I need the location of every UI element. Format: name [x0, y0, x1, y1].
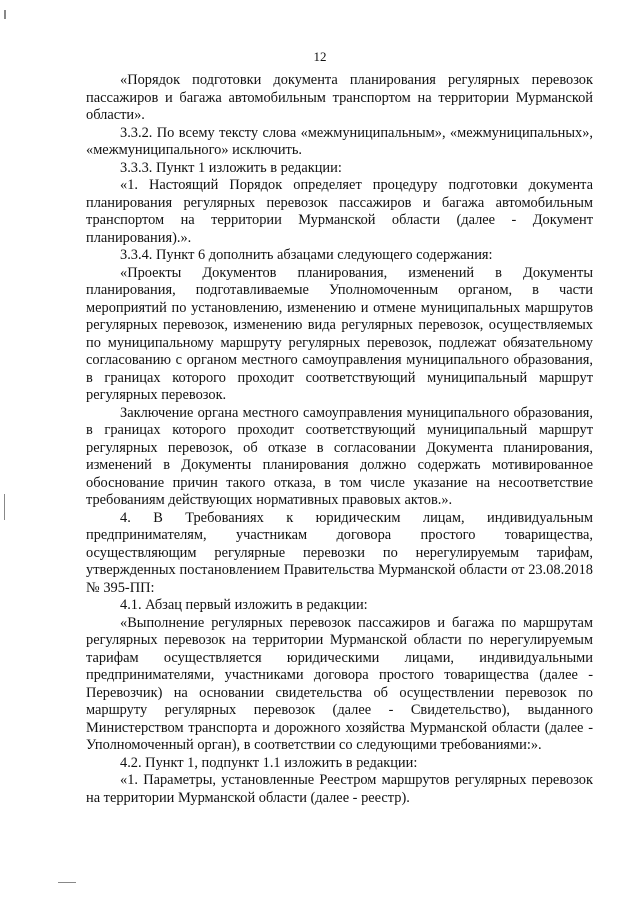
- paragraph-quoted-point-1: «1. Настоящий Порядок определяет процедуру подготовки документа планирования регулярных перевозок пассажиров и багажа автомобильным транспортом на территории Мурманской области (далее - Документ планирования).».: [86, 177, 593, 246]
- scan-artifact-bottom-left: [58, 882, 76, 883]
- paragraph-4-1: 4.1. Абзац первый изложить в редакции:: [120, 597, 368, 613]
- paragraph-3-3-2: 3.3.2. По всему тексту слова «межмуниципальным», «межмуниципальных», «межмуниципального» исключить.: [86, 124, 593, 158]
- document-body: [86, 72, 593, 807]
- paragraph-4: 4. В Требованиях к юридическим лицам, индивидуальным предпринимателям, участникам договора простого товарищества, осуществляющим регулярные перевозки по нерегулируемым тарифам, утвержденных постановлением Правительства Мурманской области от 23.08.2018 № 395-ПП:: [86, 509, 593, 596]
- paragraph-4-2: 4.2. Пункт 1, подпункт 1.1 изложить в редакции:: [120, 754, 418, 771]
- scan-artifact-top-left: [4, 10, 6, 19]
- paragraph-3-3-3: 3.3.3. Пункт 1 изложить в редакции:: [120, 159, 342, 176]
- paragraph-quoted-parameters: «1. Параметры, установленные Реестром маршрутов регулярных перевозок на территории Мурманской области (далее - реестр).: [86, 772, 593, 806]
- paragraph-quoted-order-title: «Порядок подготовки документа планирования регулярных перевозок пассажиров и багажа автомобильным транспортом на территории Мурманской области».: [86, 72, 593, 123]
- paragraph-quoted-requirements: «Выполнение регулярных перевозок пассажиров и багажа по маршрутам регулярных перевозок на территории Мурманской области по нерегулируемым тарифам осуществляется юридическими лицами, индивидуальными предпринимателями, участниками договора простого товарищества (далее - Перевозчик) на основании свидетельства об осуществлении перевозок по маршруту регулярных перевозок (далее - Свидетельство), выданного Министерством транспорта и дорожного хозяйства Мурманской области (далее - Уполномоченный орган), в соответствии со следующими требованиями:».: [86, 614, 593, 753]
- paragraph-3-3-4: 3.3.4. Пункт 6 дополнить абзацами следующего содержания:: [120, 247, 493, 263]
- paragraph-quoted-drafts: «Проекты Документов планирования, изменений в Документы планирования, подготавливаемые Уполномоченным органом, в части мероприятий по установлению, изменению и отмене муниципальных маршрутов регулярных перевозок, изменению вида регулярных перевозок, осуществляемых по муниципальному маршруту регулярных перевозок, подлежат обязательному согласованию с органом местного самоуправления муниципального образования, в границах которого проходит соответствующий муниципальный маршрут регулярных перевозок.: [86, 264, 593, 403]
- paragraph-conclusion: Заключение органа местного самоуправления муниципального образования, в границах которого проходит соответствующий муниципальный маршрут регулярных перевозок, об отказе в согласовании Документа планирования, изменений в Документы планирования должно содержать мотивированное обоснование причин такого отказа, в том числе указание на несоответствие требованиям действующих нормативных правовых актов.».: [86, 404, 593, 508]
- scan-artifact-left-edge: [4, 494, 5, 520]
- page-number: 12: [313, 49, 327, 64]
